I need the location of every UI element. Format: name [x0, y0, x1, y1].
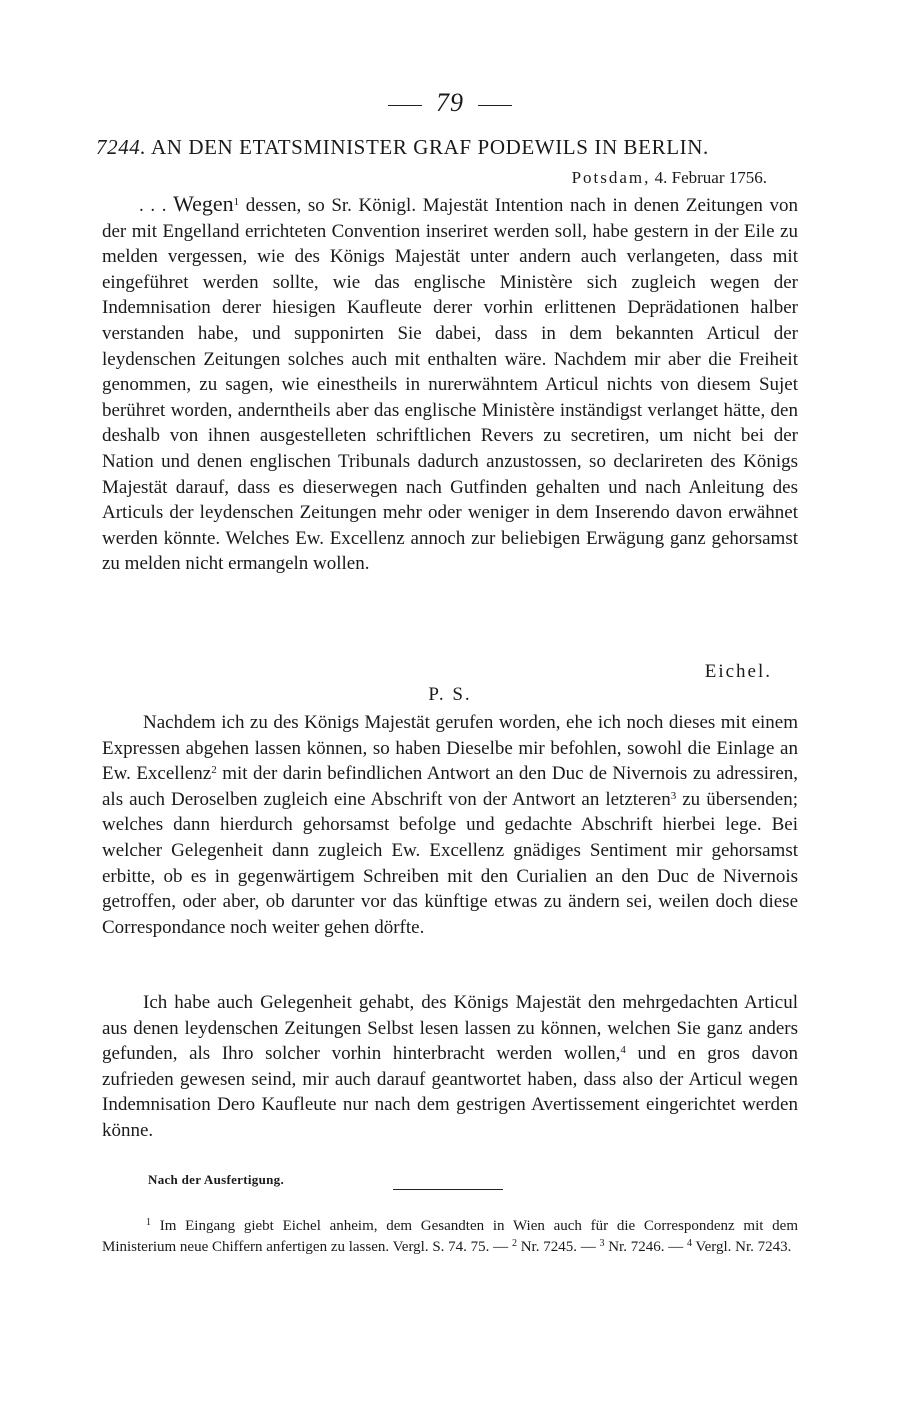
- footnote-ref-2: 2: [211, 764, 217, 777]
- footnote-4: Vergl. Nr. 7243.: [695, 1238, 792, 1255]
- page-number-dash-right: [478, 105, 512, 106]
- signature: Eichel.: [704, 661, 772, 682]
- footnote-ref-1: 1: [233, 196, 240, 208]
- first-word: Wegen: [173, 191, 234, 216]
- footnote-divider: [393, 1189, 503, 1190]
- ellipsis: . . .: [139, 195, 167, 216]
- footnote-mark-3: 3: [599, 1237, 605, 1249]
- footnotes: [102, 1216, 798, 1257]
- page-number-dash-left: [388, 105, 422, 106]
- letter-heading: [96, 135, 796, 160]
- letter-title: AN DEN ETATSMINISTER GRAF PODEWILS IN BERLIN.: [150, 135, 709, 159]
- footnote-2: Nr. 7245. —: [520, 1238, 596, 1255]
- postscript-paragraph-1: Nachdem ich zu des Königs Majestät gerufen worden, ehe ich noch dieses mit einem Expressen abgehen lassen können, so haben Dieselbe mir befohlen, sowohl die Einlage an Ew. Excellenz$^2$ mit der darin befindlichen Antwort an den Duc de Nivernois zu adressiren, als auch Deroselben zugleich eine Abschrift von der Antwort an letzteren$^3$ zu übersenden; welches dann hierdurch gehorsamst befolge und gedachte Abschrift hierbei lege. Bei welcher Gelegenheit dann zugleich Ew. Excellenz gnädiges Sentiment mir gehorsamst erbitte, ob es in gegenwärtigem Schreiben mit den Curialien an den Duc de Nivernois getroffen, oder aber, ob darunter vor das künftige etwas zu ändern sei, weilen doch diese Correspondance noch weiter gehen dörfte.: [102, 712, 799, 938]
- letter-body-text: dessen, so Sr. Königl. Majestät Intention nach in denen Zeitungen von der mit Engelland errichteten Convention inseriret werden soll, habe gestern in der Eile zu melden vergessen, wie des Königs Majestät unter andern auch verlangeten, dass mit eingeführet werden sollte, wie das englische Ministère sich zugleich wegen der Indemnisation derer hiesigen Kaufleute derer vorhin erlittenen Deprädationen halber verstanden habe, und supponirten Sie dabei, dass in dem bekannten Articul der leydenschen Zeitungen solches auch mit enthalten wäre. Nachdem mir aber die Freiheit genommen, zu sagen, wie einestheils in nurerwähntem Articul nichts von diesem Sujet berühret worden, anderntheils aber das englische Ministère inständigst verlanget hätte, den deshalb von ihnen ausgestelleten schriftlichen Revers zu secretiren, um nicht bei der Nation und denen englischen Tribunals dadurch anzustossen, so declarireten des Königs Majestät darauf, dass es dieserwegen nach Gutfinden gehalten und nach Anleitung des Articuls der leydenschen Zeitungen mehr oder weniger in dem Inserendo davon erwähnet werden könnte. Welches Ew. Excellenz annoch zur beliebigen Erwägung ganz gehorsamst zu melden nicht ermangeln wollen.: [102, 195, 799, 575]
- footnote-mark-4: 4: [686, 1237, 692, 1249]
- place-date: [572, 168, 767, 188]
- letter-body: [102, 191, 798, 577]
- postscript-paragraph-2: Ich habe auch Gelegenheit gehabt, des Königs Majestät den mehrgedachten Articul aus denen leydenschen Zeitungen Selbst lesen lassen zu können, welchen Sie ganz anders gefunden, als Ihro solcher vorhin hinterbracht werden wollen,$^4$ und en gros davon zufrieden gewesen seind, mir auch darauf geantwortet haben, dass also der Articul wegen Indemnisation Dero Kaufleute nur nach dem gestrigen Avertissement eingerichtet werden könne.: [102, 992, 799, 1141]
- footnote-1: Im Eingang giebt Eichel anheim, dem Gesandten in Wien auch für die Correspondenz mit dem Ministerium neue Chiffern anfertigen zu lassen. Vergl. S. 74. 75. —: [102, 1218, 798, 1255]
- footnote-mark-1: 1: [146, 1217, 151, 1228]
- postscript-label: P. S.: [428, 684, 472, 705]
- footnote-ref-4: 4: [620, 1044, 626, 1057]
- source-note: Nach der Ausfertigung.: [148, 1172, 285, 1187]
- footnote-3: Nr. 7246. —: [608, 1238, 684, 1255]
- page-number: 79: [0, 88, 900, 118]
- footnote-mark-2: 2: [511, 1237, 517, 1249]
- place-city: Potsdam,: [571, 168, 651, 187]
- letter-number: 7244.: [96, 135, 147, 159]
- footnote-ref-3: 3: [670, 789, 677, 802]
- letter-date: 4. Februar 1756.: [654, 168, 767, 187]
